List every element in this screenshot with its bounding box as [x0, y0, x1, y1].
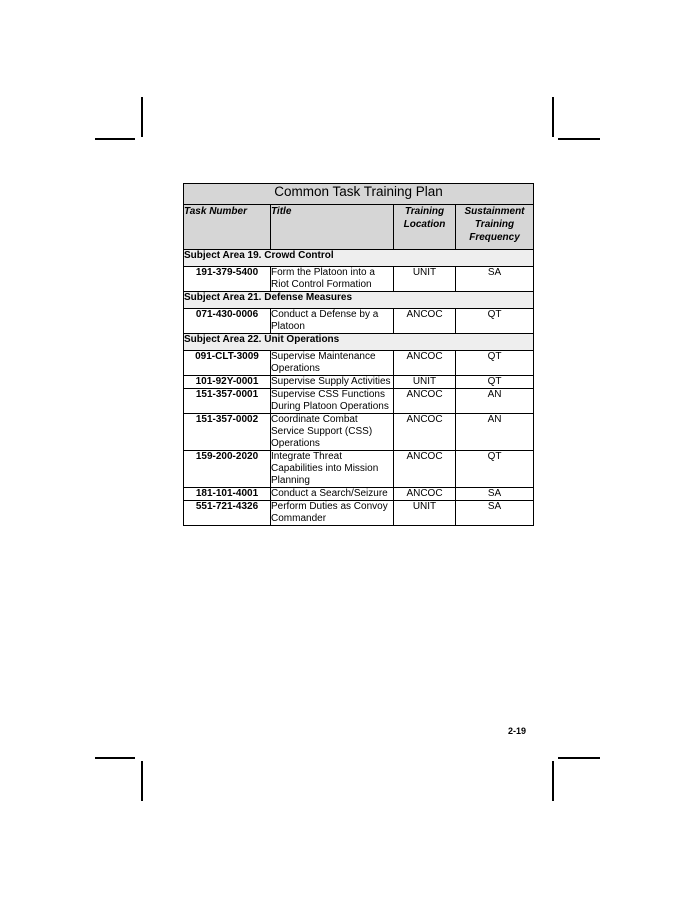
task-title: Conduct a Search/Seizure — [271, 488, 394, 501]
task-title: Conduct a Defense by a Platoon — [271, 309, 394, 334]
task-number: 159-200-2020 — [184, 451, 271, 488]
subject-area-label: Subject Area 21. Defense Measures — [184, 292, 534, 309]
task-frequency: SA — [456, 501, 534, 526]
crop-mark-bottom-left-h — [95, 757, 135, 759]
task-number: 091-CLT-3009 — [184, 351, 271, 376]
task-row — [184, 351, 534, 376]
task-title: Form the Platoon into a Riot Control Formation — [271, 267, 394, 292]
subject-area-row — [184, 334, 534, 351]
task-location: ANCOC — [394, 414, 456, 451]
task-title: Integrate Threat Capabilities into Mission Planning — [271, 451, 394, 488]
task-location: ANCOC — [394, 351, 456, 376]
task-location: UNIT — [394, 376, 456, 389]
crop-mark-top-right-v — [552, 97, 554, 137]
task-location: UNIT — [394, 501, 456, 526]
training-plan-table — [183, 183, 534, 526]
task-number: 071-430-0006 — [184, 309, 271, 334]
task-row — [184, 267, 534, 292]
page-number: 2-19 — [508, 726, 527, 736]
task-frequency: SA — [456, 488, 534, 501]
task-location: ANCOC — [394, 309, 456, 334]
task-location: ANCOC — [394, 488, 456, 501]
task-number: 191-379-5400 — [184, 267, 271, 292]
header-title: Title — [271, 205, 394, 250]
task-frequency: QT — [456, 309, 534, 334]
task-number: 181-101-4001 — [184, 488, 271, 501]
task-row — [184, 309, 534, 334]
task-title: Supervise CSS Functions During Platoon Operations — [271, 389, 394, 414]
crop-mark-top-left-h — [95, 138, 135, 140]
task-title: Supervise Maintenance Operations — [271, 351, 394, 376]
task-row — [184, 414, 534, 451]
task-row — [184, 501, 534, 526]
crop-mark-bottom-right-v — [552, 761, 554, 801]
header-task-number: Task Number — [184, 205, 271, 250]
task-location: ANCOC — [394, 451, 456, 488]
table-body — [184, 250, 534, 526]
task-frequency: QT — [456, 376, 534, 389]
task-frequency: QT — [456, 351, 534, 376]
crop-mark-top-right-h — [558, 138, 600, 140]
task-row — [184, 451, 534, 488]
task-number: 151-357-0001 — [184, 389, 271, 414]
task-title: Coordinate Combat Service Support (CSS) Operations — [271, 414, 394, 451]
subject-area-label: Subject Area 22. Unit Operations — [184, 334, 534, 351]
task-number: 151-357-0002 — [184, 414, 271, 451]
header-sustainment-frequency: Sustainment Training Frequency — [456, 205, 534, 250]
task-frequency: QT — [456, 451, 534, 488]
header-training-location: Training Location — [394, 205, 456, 250]
task-location: ANCOC — [394, 389, 456, 414]
task-title: Perform Duties as Convoy Commander — [271, 501, 394, 526]
task-frequency: AN — [456, 414, 534, 451]
table-header-row — [184, 205, 534, 250]
crop-mark-bottom-right-h — [558, 757, 600, 759]
task-number: 101-92Y-0001 — [184, 376, 271, 389]
task-row — [184, 376, 534, 389]
task-number: 551-721-4326 — [184, 501, 271, 526]
subject-area-row — [184, 250, 534, 267]
subject-area-row — [184, 292, 534, 309]
task-row — [184, 389, 534, 414]
subject-area-label: Subject Area 19. Crowd Control — [184, 250, 534, 267]
table-title: Common Task Training Plan — [184, 184, 534, 205]
task-title: Supervise Supply Activities — [271, 376, 394, 389]
task-location: UNIT — [394, 267, 456, 292]
crop-mark-bottom-left-v — [141, 761, 143, 801]
task-frequency: AN — [456, 389, 534, 414]
crop-mark-top-left-v — [141, 97, 143, 137]
task-row — [184, 488, 534, 501]
task-frequency: SA — [456, 267, 534, 292]
table-title-row — [184, 184, 534, 205]
